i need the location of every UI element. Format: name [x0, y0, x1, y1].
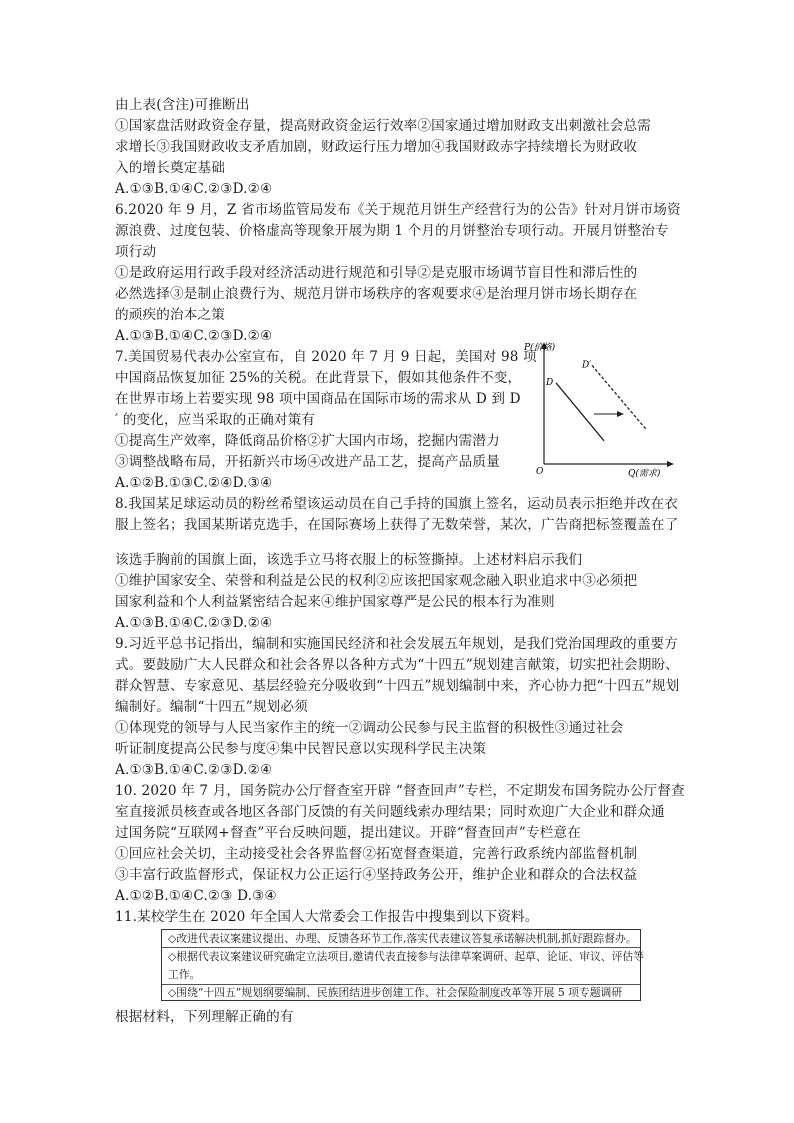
text-line: ′ 的变化，应当采取的正确对策有	[115, 412, 316, 428]
text-line: 由上表(含注)可推断出	[115, 97, 250, 113]
demand-curve-chart	[522, 338, 682, 478]
table-row: ◇改进代表议案建议提出、办理、反馈各环节工作,落实代表建议答复承诺解决机制,抓好跟踪督办。	[168, 932, 637, 945]
text-line: 式。要鼓励广大人民群众和社会各界以各种方式为“十四五”规划建言献策，切实把社会期盼、	[115, 657, 679, 673]
text-line: 根据材料，下列理解正确的有	[115, 1009, 294, 1025]
y-axis-label: P(价格)	[524, 343, 556, 353]
demand-line-d	[556, 383, 604, 441]
series-layer	[545, 360, 646, 440]
question-9: 9.习近平总书记指出，编制和实施国民经济和社会发展五年规划，是我们党治国理政的重要方	[115, 636, 679, 652]
question-8: 8.我国某足球运动员的粉丝希望该运动员在自己手持的国旗上签名，运动员表示拒绝并改在衣	[115, 496, 679, 512]
text-line: ①提高生产效率，降低商品价格②扩大国内市场，挖掘内需潜力	[115, 433, 500, 449]
series-label: D	[546, 377, 554, 388]
series-label: D′	[582, 360, 592, 371]
text-line: ①维护国家安全、荣誉和利益是公民的权利②应该把国家观念融入职业追求中③必须把	[115, 573, 638, 589]
text-line: 听证制度提高公民参与度④集中民智民意以实现科学民主决策	[115, 741, 487, 757]
text-line: ①回应社会关切，主动接受社会各界监督②拓宽督查渠道，完善行政系统内部监督机制	[115, 846, 638, 862]
text-line: 入的增长奠定基础	[115, 160, 225, 176]
question-11: 11.某校学生在 2020 年全国人大常委会工作报告中搜集到以下资料。	[115, 909, 539, 925]
text-line: 的顽疾的治本之策	[115, 307, 225, 323]
text-line: ①国家盘活财政资金存量，提高财政资金运行效率②国家通过增加财政支出刺激社会总需	[115, 118, 652, 134]
text-line: 在世界市场上若要实现 98 项中国商品在国际市场的需求从 D 到 D	[115, 391, 521, 407]
material-table	[161, 929, 644, 1001]
x-axis-arrow	[667, 461, 674, 467]
demand-line-d-prime	[592, 365, 646, 429]
text-line: 国家利益和个人利益紧密结合起来④维护国家尊严是公民的根本行为准则	[115, 594, 555, 610]
text-line: 群众智慧、专家意见、基层经验充分吸收到“十四五”规划编制中来，齐心协力把“十四五”规划	[115, 678, 680, 694]
answer-options: A.①③B.①④C.②③D.②④	[115, 328, 273, 344]
table-row: ◇围绕“十四五”规划纲要编制、民族团结进步创建工作、社会保险制度改革等开展 5 项专题调研	[168, 986, 623, 999]
text-line: 室直接派员核查或各地区各部门反馈的有关问题线索办理结果；同时欢迎广大企业和群众通	[115, 804, 665, 820]
text-line: 该选手胸前的国旗上面，该选手立马将衣服上的标签撕掉。上述材料启示我们	[115, 552, 583, 568]
text-line: ③调整战略布局，开拓新兴市场④改进产品工艺，提高产品质量	[115, 454, 500, 470]
answer-options: A.①③B.①④C.②③D.②④	[115, 762, 273, 778]
question-10: 10. 2020 年 7 月，国务院办公厅督查室开辟 “督查回声”专栏，不定期发布国务院办公厅督查	[115, 783, 685, 799]
text-line: 必然选择③是制止浪费行为、规范月饼市场秩序的客观要求④是治理月饼市场长期存在	[115, 286, 638, 302]
table-divider	[162, 947, 640, 948]
text-line: 编制好。编制“十四五”规划必须	[115, 699, 308, 715]
answer-options: A.①②B.①③C.②④D.③④	[115, 475, 273, 491]
text-line: 服上签名；我国某斯诺克选手，在国际赛场上获得了无数荣誉，某次，广告商把标签覆盖在了	[115, 517, 679, 533]
table-row: 工作。	[168, 968, 201, 981]
text-line: ①体现党的领导与人民当家作主的统一②调动公民参与民主监督的积极性③通过社会	[115, 720, 624, 736]
answer-options: A.①③B.①④C.②③D.②④	[115, 181, 273, 197]
x-axis-label: Q(需求)	[628, 469, 661, 478]
answer-options: A.①②B.①④C.②③ D.③④	[115, 888, 277, 904]
shift-arrowhead	[617, 411, 624, 417]
question-7: 7.美国贸易代表办公室宣布，自 2020 年 7 月 9 日起，美国对 98 项	[115, 349, 537, 365]
answer-options: A.①③B.①④C.②③D.②④	[115, 615, 273, 631]
text-line: 求增长③我国财政收支矛盾加剧，财政运行压力增加④我国财政赤字持续增长为财政收	[115, 139, 638, 155]
table-row: ◇根据代表议案建议研究确定立法项目,邀请代表直接参与法律草案调研、起草、论证、审议、评估等	[168, 950, 644, 963]
text-line: 过国务院“互联网+督查”平台反映问题，提出建议。开辟“督查回声”专栏意在	[115, 825, 581, 841]
origin-label: O	[536, 467, 544, 477]
text-line: 中国商品恢复加征 25%的关税。在此背景下，假如其他条件不变，	[115, 370, 522, 386]
text-line: ③丰富行政监督形式，保证权力公正运行④坚持政务公开，维护企业和群众的合法权益	[115, 867, 638, 883]
text-line: 源浪费、过度包装、价格虚高等现象开展为期 1 个月的月饼整治专项行动。开展月饼整治专	[115, 223, 669, 239]
text-line: 项行动	[115, 244, 157, 260]
text-line: ①是政府运用行政手段对经济活动进行规范和引导②是克服市场调节盲目性和滞后性的	[115, 265, 638, 281]
question-6: 6.2020 年 9 月，Z 省市场监管局发布《关于规范月饼生产经营行为的公告》针对月饼市场资	[115, 202, 681, 218]
